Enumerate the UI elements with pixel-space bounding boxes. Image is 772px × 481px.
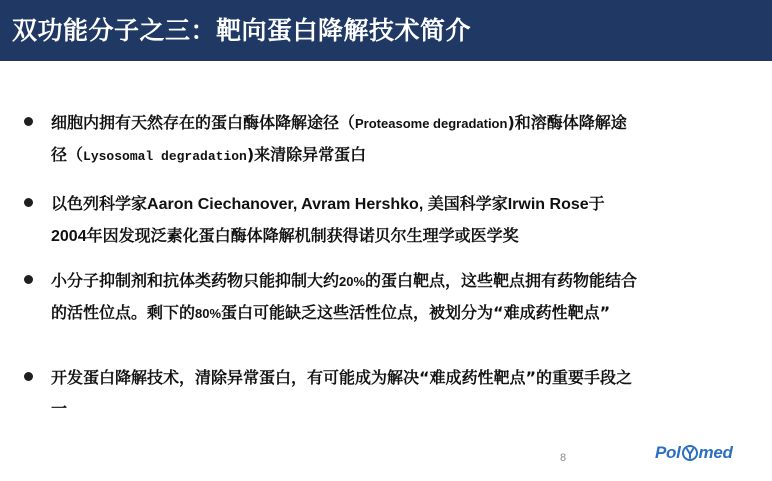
logo-mark-icon [682, 445, 698, 461]
bullet-2-line-1-part-3: 美国科学家 [427, 194, 508, 213]
bullet-text-4 [51, 362, 741, 424]
title-bar [0, 0, 772, 61]
bullet-3-line-1-part-1: 小分子抑制剂和抗体类药物只能抑制大约 [51, 271, 340, 290]
logo-text-end: med [698, 443, 733, 462]
bullet-dot-icon [24, 275, 33, 284]
bullet-4-line-2-part-1: 一 [51, 399, 68, 418]
bullet-3-line-2-part-2: 80% [195, 306, 222, 321]
bullet-2-line-1 [51, 188, 741, 220]
bullet-dot-icon [24, 198, 33, 207]
bullet-3-line-1 [51, 265, 741, 297]
bullet-dot-icon [24, 372, 33, 381]
bullet-2-line-2-part-2: 年因发现泛素化蛋白酶体降解机制获得诺贝尔生理学或医学奖 [86, 226, 519, 245]
bullet-3-line-1-part-2: 20% [339, 274, 366, 289]
bullet-2-line-1-part-2: Aaron Ciechanover, Avram Hershko, [147, 196, 428, 213]
bullet-1-line-1-part-1: 细胞内拥有天然存在的蛋白酶体降解途径（ [51, 113, 356, 132]
page-number: 8 [560, 452, 567, 464]
logo-text-start: Pol [655, 443, 681, 462]
bullet-3-line-2-part-1: 的活性位点。剩下的 [51, 303, 196, 322]
bullet-4-line-1 [51, 362, 741, 393]
slide-title: 双功能分子之三：靶向蛋白降解技术简介 [12, 16, 472, 45]
bullet-text-2 [51, 188, 741, 252]
bullet-2-line-2 [51, 220, 741, 252]
bullet-1-line-1 [51, 107, 741, 139]
company-logo [655, 439, 733, 467]
bullet-2-line-1-part-1: 以色列科学家 [51, 194, 148, 213]
bullet-2-line-1-part-5: 于 [588, 194, 605, 213]
bullet-dot-icon [24, 117, 33, 126]
bullet-text-3 [51, 265, 741, 329]
bullet-1-line-2-part-3: )来清除异常蛋白 [246, 145, 367, 164]
bullet-3-line-1-part-3: 的蛋白靶点，这些靶点拥有药物能结合 [365, 271, 638, 290]
bullet-3-line-2-part-3: 蛋白可能缺乏这些活性位点，被划分为“难成药性靶点” [221, 303, 611, 322]
bullet-4-line-1-part-1: 开发蛋白降解技术，清除异常蛋白，有可能成为解决“难成药性靶点”的重要手段之 [51, 368, 633, 387]
bullet-1-line-1-part-2: Proteasome degradation [355, 116, 508, 131]
bullet-1-line-2-part-1: 径（ [51, 145, 84, 164]
bullet-text-1 [51, 107, 741, 172]
bullet-3-line-2 [51, 297, 741, 329]
bullet-1-line-2-part-2: Lysosomal degradation [83, 149, 247, 164]
bullet-1-line-2 [51, 139, 741, 172]
bullet-4-line-2 [51, 393, 741, 424]
bullet-1-line-1-part-3: )和溶酶体降解途 [507, 113, 627, 132]
bullet-2-line-2-part-1: 2004 [51, 228, 87, 245]
bullet-2-line-1-part-4: Irwin Rose [507, 196, 589, 213]
